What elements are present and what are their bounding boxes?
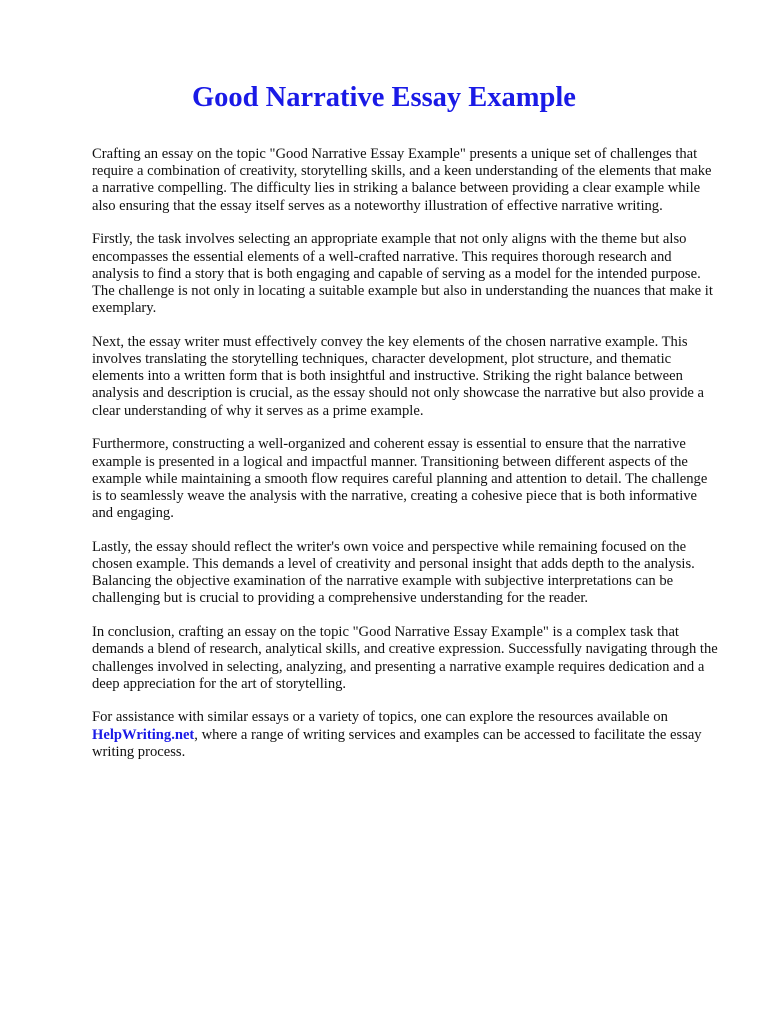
paragraph-firstly: Firstly, the task involves selecting an appropriate example that not only aligns with the theme but also encompasses the essential elements of a well-crafted narrative. This requires thorough research and analysis to find a story that is both engaging and capable of serving as a model for the intended purpose. The challenge is not only in locating a suitable example but also in understanding the nuances that make it exemplary.	[92, 231, 713, 317]
helpwriting-link[interactable]: HelpWriting.net	[92, 726, 195, 743]
document-title: Good Narrative Essay Example	[192, 82, 576, 113]
paragraph-next: Next, the essay writer must effectively convey the key elements of the chosen narrative example. This involves translating the storytelling techniques, character development, plot structure, and thematic elements into a written form that is both insightful and instructive. Striking the right balance between analysis and description is crucial, as the essay should not only showcase the narrative but also provide a clear understanding of why it serves as a prime example.	[92, 333, 704, 419]
paragraph-lastly: Lastly, the essay should reflect the writer's own voice and perspective while remaining focused on the chosen example. This demands a level of creativity and personal insight that adds depth to the analysis. Balancing the objective examination of the narrative example with subjective interpretations can be challenging but is crucial to providing a comprehensive understanding for the reader.	[92, 538, 695, 607]
paragraph-conclusion: In conclusion, crafting an essay on the topic "Good Narrative Essay Example" is a complex task that demands a blend of research, analytical skills, and creative expression. Successfully navigating through the challenges involved in selecting, analyzing, and presenting a narrative example requires dedication and a deep appreciation for the art of storytelling.	[92, 624, 718, 692]
paragraph-closing	[92, 709, 718, 761]
document-body	[92, 146, 718, 778]
closing-text-after-link: , where a range of writing services and examples can be accessed to facilitate the essay writing process.	[92, 726, 702, 760]
closing-text-before-link: For assistance with similar essays or a variety of topics, one can explore the resources available on	[92, 709, 668, 726]
paragraph-furthermore: Furthermore, constructing a well-organized and coherent essay is essential to ensure that the narrative example is presented in a logical and impactful manner. Transitioning between different aspects of the example while maintaining a smooth flow requires careful planning and attention to detail. The challenge is to seamlessly weave the analysis with the narrative, creating a cohesive piece that is both informative and engaging.	[92, 436, 708, 522]
paragraph-intro: Crafting an essay on the topic "Good Narrative Essay Example" presents a unique set of challenges that require a combination of creativity, storytelling skills, and a keen understanding of the elements that make a narrative compelling. The difficulty lies in striking a balance between providing a clear example while also ensuring that the essay itself serves as a noteworthy illustration of effective narrative writing.	[92, 146, 712, 214]
